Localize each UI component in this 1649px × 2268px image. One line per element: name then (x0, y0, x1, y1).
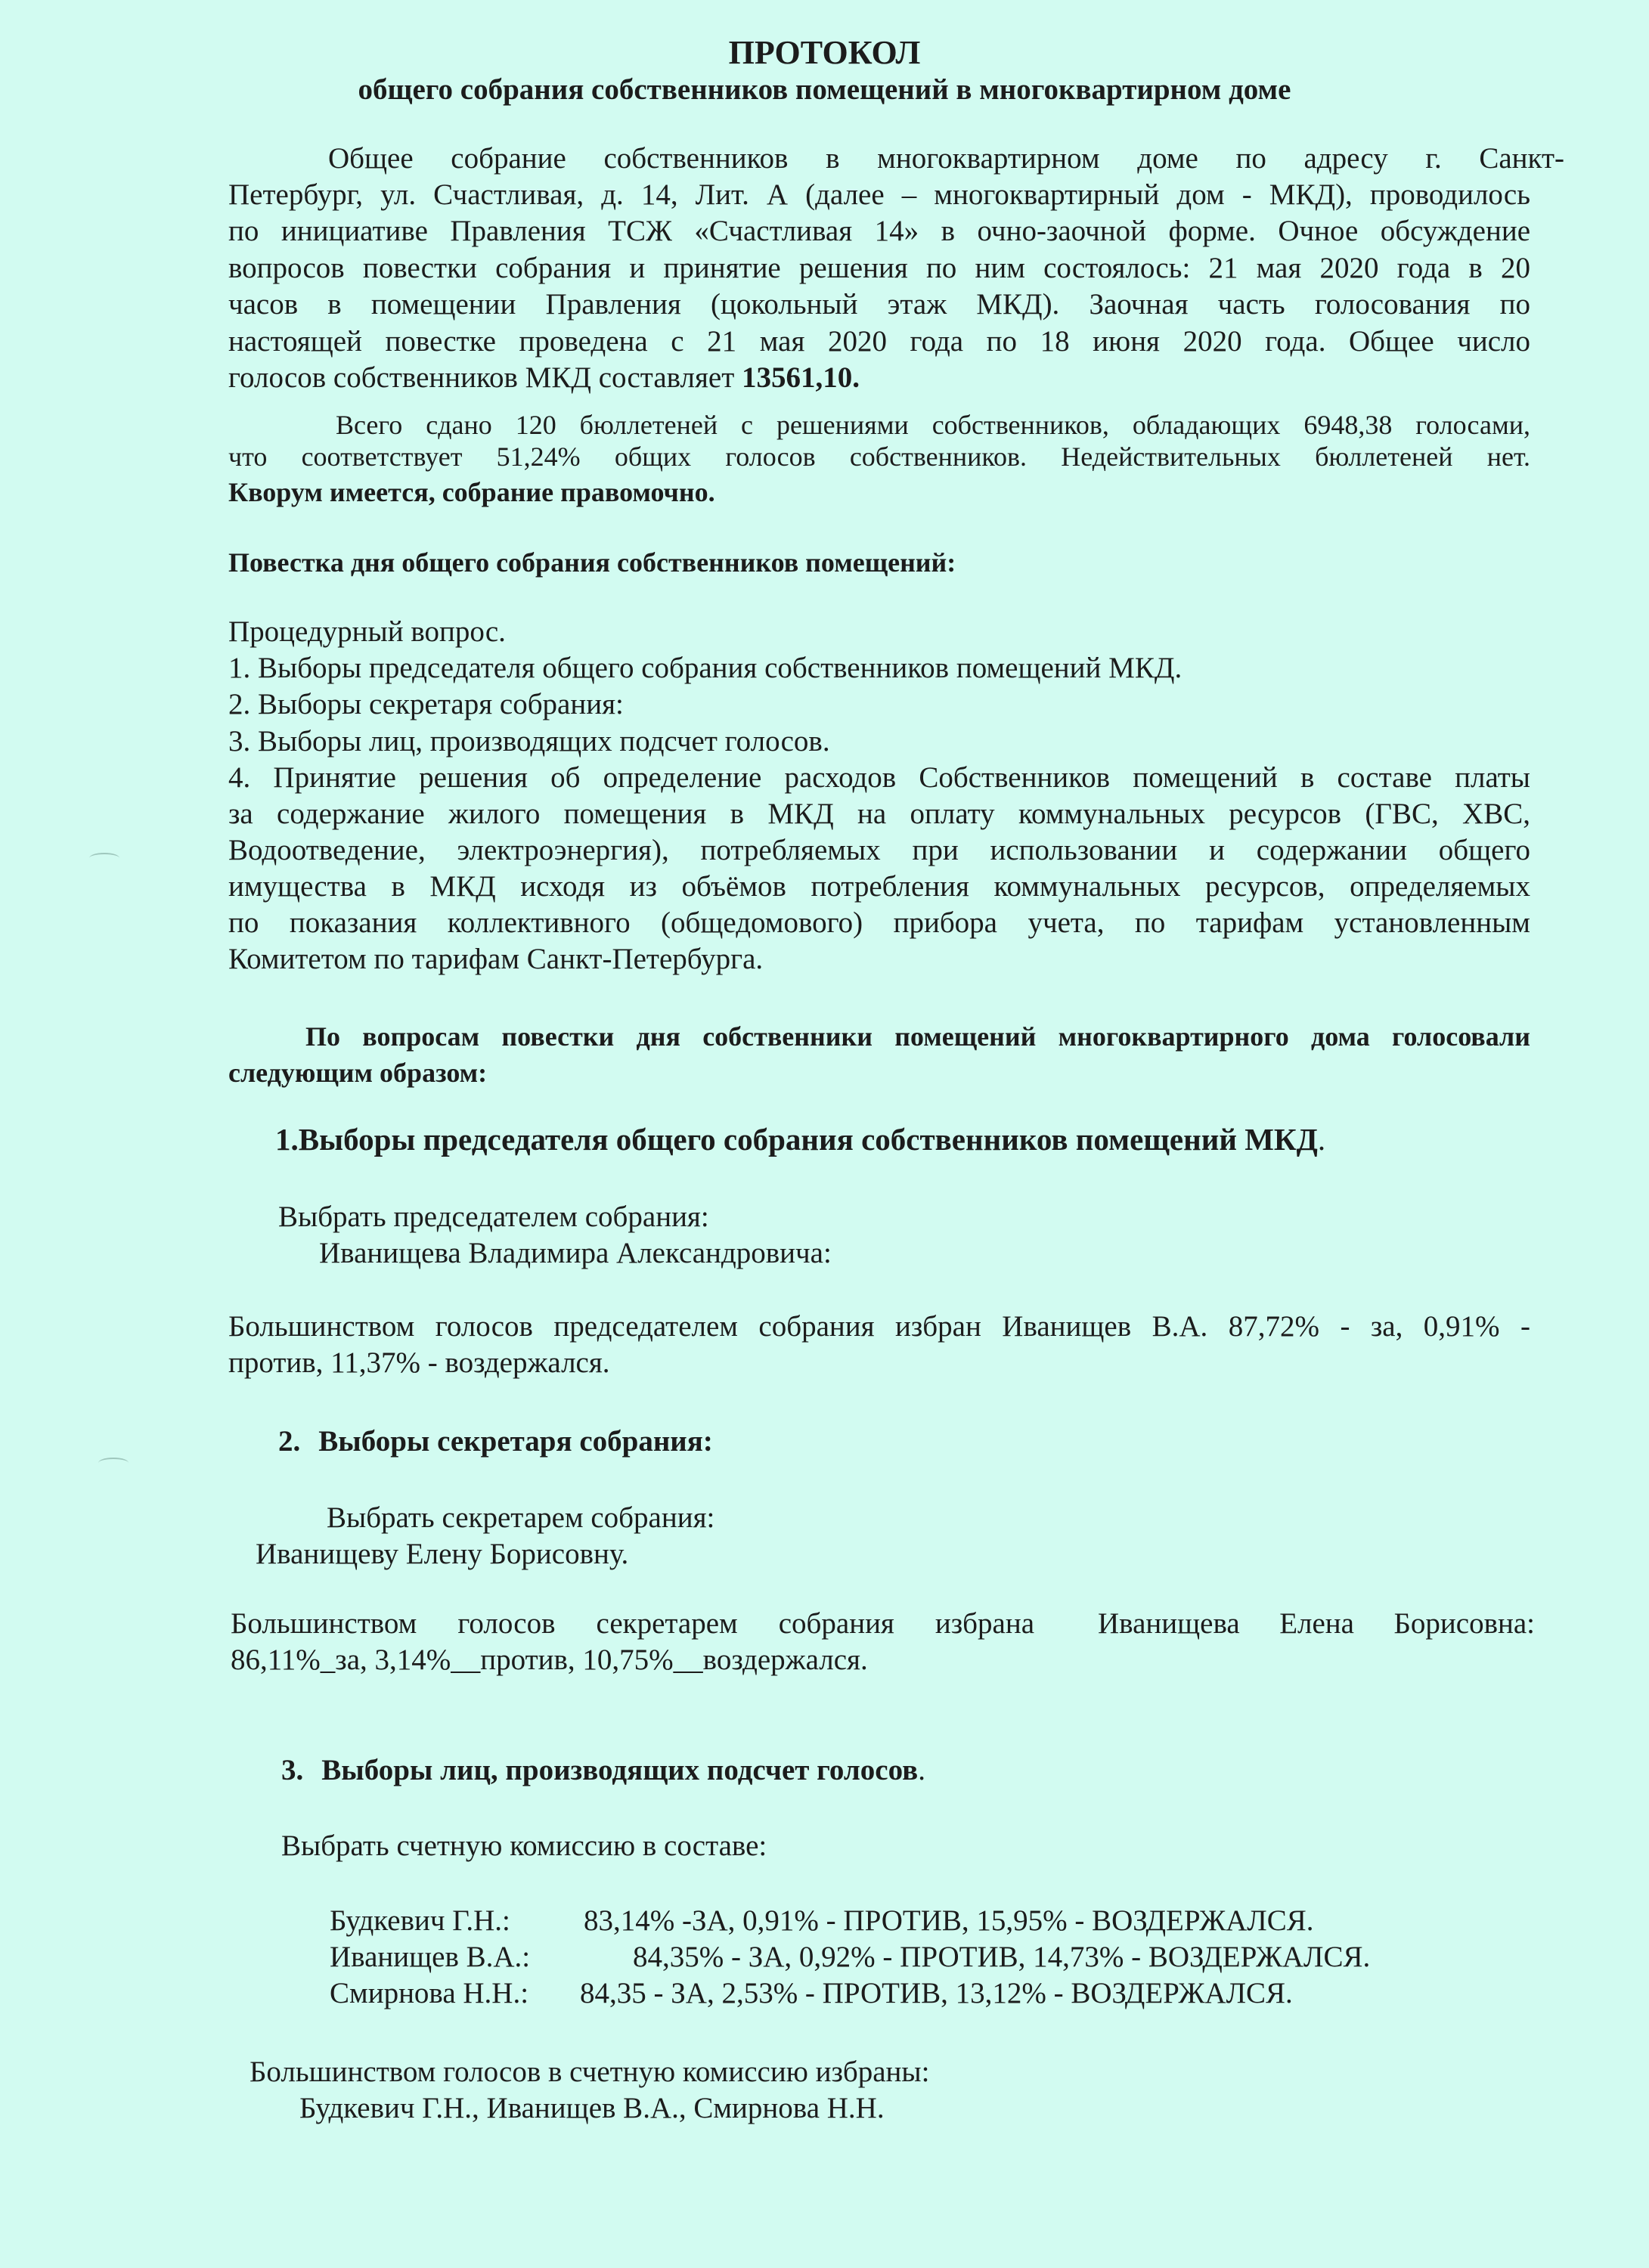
agenda-item: Комитетом по тарифам Санкт-Петербурга. (228, 943, 764, 975)
text-line (228, 360, 860, 396)
scan-artifact (98, 1458, 129, 1468)
question-number: 1. (275, 1122, 299, 1157)
agenda-item: Водоотведение, электроэнергия), потребляемых при использовании и содержании общего (228, 834, 1530, 866)
agenda-item: по показания коллективного (общедомового) прибора учета, по тарифам установленным (228, 906, 1530, 939)
question-number: 2. (278, 1425, 301, 1458)
member-votes: 84,35 - ЗА, 2,53% - ПРОТИВ, 13,12% - ВОЗДЕРЖАЛСЯ. (580, 1977, 1293, 2009)
question-1-heading (275, 1121, 1325, 1157)
heading-end: . (918, 1754, 925, 1786)
question-1-proposal: Выбрать председателем собрания: (278, 1201, 709, 1233)
member-name: Будкевич Г.Н.: (330, 1904, 510, 1937)
agenda-item: имущества в МКД исходя из объёмов потребления коммунальных ресурсов, определяемых (228, 870, 1530, 903)
question-2-result-name: Иванищева Елена Борисовна: (1098, 1607, 1535, 1640)
total-votes: 13561,10. (742, 361, 860, 394)
question-number: 3. (281, 1754, 304, 1786)
document-title: ПРОТОКОЛ (728, 34, 921, 71)
text-line: Всего сдано 120 бюллетеней с решениями собственников, обладающих 6948,38 голосами, (336, 410, 1530, 440)
question-2-proposal: Выбрать секретарем собрания: (327, 1501, 715, 1534)
text-line: следующим образом: (228, 1058, 488, 1088)
agenda-item: 4. Принятие решения об определение расходов Собственников помещений в составе платы (228, 761, 1530, 794)
question-2-heading (278, 1424, 713, 1460)
text-line: часов в помещении Правления (цокольный этаж МКД). Заочная часть голосования по (228, 288, 1530, 321)
agenda-item: 3. Выборы лиц, производящих подсчет голосов. (228, 725, 830, 758)
agenda-item: 2. Выборы секретаря собрания: (228, 688, 624, 720)
agenda-item: за содержание жилого помещения в МКД на оплату коммунальных ресурсов (ГВС, ХВС, (228, 798, 1530, 830)
member-name: Иванищев В.А.: (330, 1941, 531, 1973)
quorum-statement: Кворум имеется, собрание правомочно. (228, 477, 715, 507)
question-3-proposal: Выбрать счетную комиссию в составе: (281, 1830, 767, 1862)
question-title: Выборы секретаря собрания: (318, 1425, 713, 1458)
agenda-heading: Повестка дня общего собрания собственников помещений: (228, 547, 956, 578)
text-line: Общее собрание собственников в многоквартирном доме по адресу г. Санкт- (328, 142, 1564, 175)
question-2-result: 86,11%_за, 3,14%__против, 10,75%__воздержался. (231, 1644, 868, 1676)
text-line: вопросов повестки собрания и принятие решения по ним состоялось: 21 мая 2020 года в 20 (228, 252, 1530, 284)
question-1-result: против, 11,37% - воздержался. (228, 1346, 610, 1379)
text-line: По вопросам повестки дня собственники помещений многоквартирного дома голосовали (305, 1021, 1530, 1052)
text-line: Петербург, ул. Счастливая, д. 14, Лит. А (далее – многоквартирный дом - МКД), проводилось (228, 178, 1530, 211)
member-votes: 83,14% -ЗА, 0,91% - ПРОТИВ, 15,95% - ВОЗДЕРЖАЛСЯ. (584, 1904, 1314, 1937)
question-title: Выборы лиц, производящих подсчет голосов (321, 1754, 919, 1786)
question-3-result: Будкевич Г.Н., Иванищев В.А., Смирнова Н.Н. (299, 2092, 885, 2124)
agenda-procedural: Процедурный вопрос. (228, 615, 506, 648)
heading-end: . (1317, 1122, 1326, 1157)
question-2-candidate: Иванищеву Елену Борисовну. (256, 1538, 629, 1570)
member-votes: 84,35% - ЗА, 0,92% - ПРОТИВ, 14,73% - ВОЗДЕРЖАЛСЯ. (633, 1941, 1371, 1973)
member-name: Смирнова Н.Н.: (330, 1977, 529, 2009)
question-1-result: Большинством голосов председателем собрания избран Иванищев В.А. 87,72% - за, 0,91% - (228, 1310, 1530, 1343)
document-subtitle: общего собрания собственников помещений в многоквартирном доме (358, 73, 1291, 106)
intro-text: голосов собственников МКД составляет (228, 361, 742, 394)
question-3-result: Большинством голосов в счетную комиссию избраны: (250, 2056, 930, 2088)
question-3-heading (281, 1752, 925, 1789)
scan-artifact (89, 853, 119, 863)
text-line: что соответствует 51,24% общих голосов собственников. Недействительных бюллетеней нет. (228, 442, 1530, 472)
agenda-item: 1. Выборы председателя общего собрания собственников помещений МКД. (228, 652, 1183, 684)
text-line: по инициативе Правления ТСЖ «Счастливая 14» в очно-заочной форме. Очное обсуждение (228, 215, 1530, 247)
question-2-result: Большинством голосов секретарем собрания избрана (231, 1607, 1034, 1640)
question-title: Выборы председателя общего собрания собственников помещений МКД (298, 1122, 1318, 1157)
text-line: настоящей повестке проведена с 21 мая 2020 года по 18 июня 2020 года. Общее число (228, 325, 1530, 358)
question-1-candidate: Иванищева Владимира Александровича: (319, 1237, 832, 1269)
